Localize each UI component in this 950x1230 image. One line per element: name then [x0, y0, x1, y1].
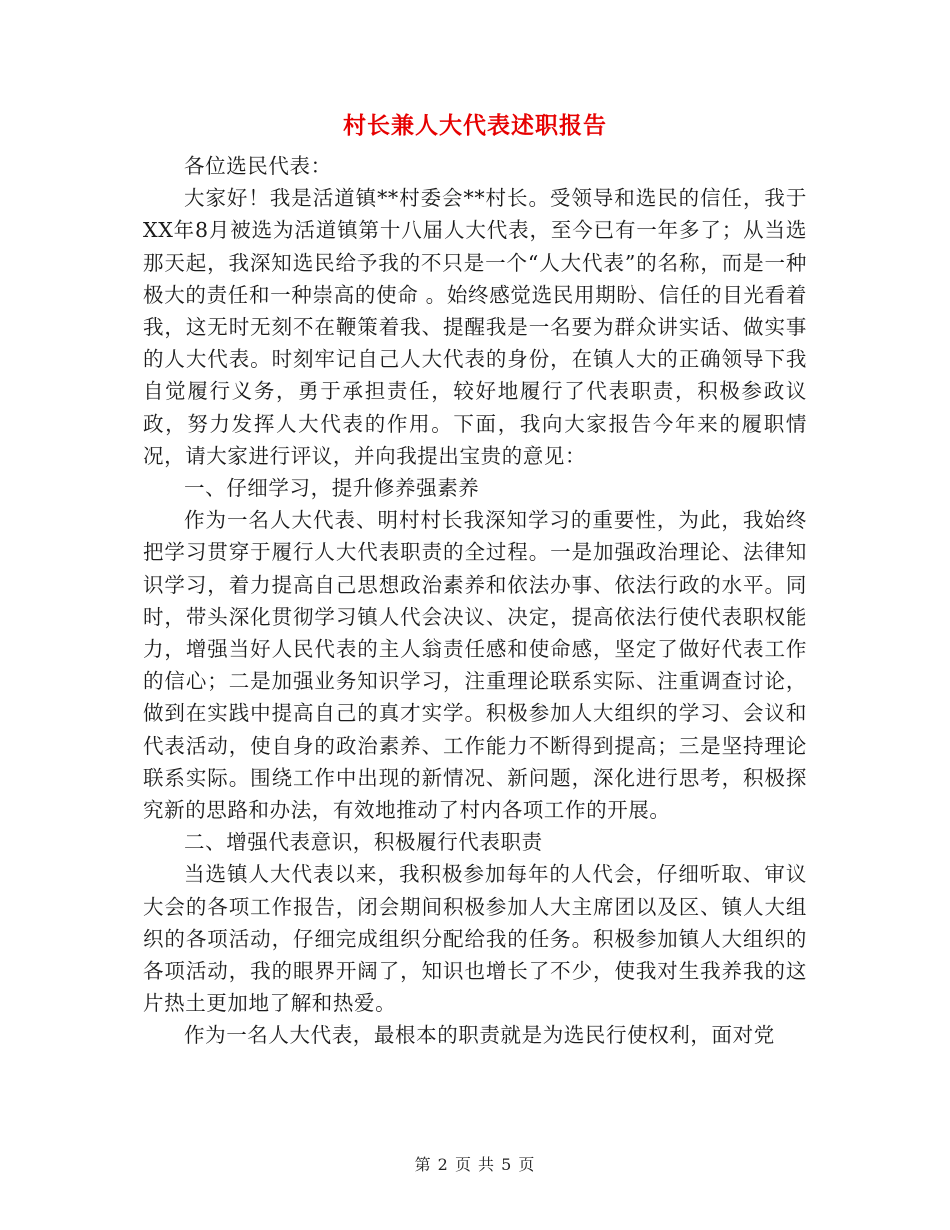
document-title: 村长兼人大代表述职报告 — [343, 112, 607, 139]
page-number-footer — [0, 1154, 950, 1176]
paragraph-rights: 作为一名人大代表，最根本的职责就是为选民行使权利，面对党 — [184, 1023, 775, 1048]
paragraph-intro: 大家好！我是活道镇**村委会**村长。受领导和选民的信任，我于XX年8月被选为活道镇第十八届人大代表，至今已有一年多了；从当选那天起，我深知选民给予我的不只是一个“人大代表”的名称，而是一种极大的责任和一种崇高的使命 。始终感觉选民用期盼、信任的目光看着我，这无时无刻不在鞭策着我、提醒我是一名要为群众讲实话、做实事的人大代表。时刻牢记自己人大代表的身份，在镇人大的正确领导下我自觉履行义务，勇于承担责任，较好地履行了代表职责，积极参政议政，努力发挥人大代表的作用。下面，我向大家报告今年来的履职情况，请大家进行评议，并向我提出宝贵的意见： — [143, 186, 807, 468]
salutation: 各位选民代表： — [184, 154, 332, 178]
page-number-text: 第 2 页 共 5 页 — [414, 1155, 536, 1174]
document-body — [143, 150, 807, 1052]
paragraph-duties: 当选镇人大代表以来，我积极参加每年的人代会，仔细听取、审议大会的各项工作报告，闭会期间积极参加人大主席团以及区、镇人大组织的各项活动，仔细完成组织分配给我的任务。积极参加镇人大组织的各项活动，我的眼界开阔了，知识也增长了不少，使我对生我养我的这片热土更加地了解和热爱。 — [143, 862, 807, 1016]
section-heading-1: 一、仔细学习，提升修养强素养 — [184, 476, 480, 501]
section-heading-2: 二、增强代表意识，积极履行代表职责 — [184, 830, 543, 855]
paragraph-study: 作为一名人大代表、明村村长我深知学习的重要性，为此，我始终把学习贯穿于履行人大代表职责的全过程。一是加强政治理论、法律知识学习，着力提高自己思想政治素养和依法办事、依法行政的水平。同时，带头深化贯彻学习镇人代会决议、决定，提高依法行使代表职权能力，增强当好人民代表的主人翁责任感和使命感，坚定了做好代表工作的信心；二是加强业务知识学习，注重理论联系实际、注重调查讨论，做到在实践中提高自己的真才实学。积极参加人大组织的学习、会议和代表活动，使自身的政治素养、工作能力不断得到提高；三是坚持理论联系实际。围绕工作中出现的新情况、新问题，深化进行思考，积极探究新的思路和办法，有效地推动了村内各项工作的开展。 — [143, 508, 807, 823]
